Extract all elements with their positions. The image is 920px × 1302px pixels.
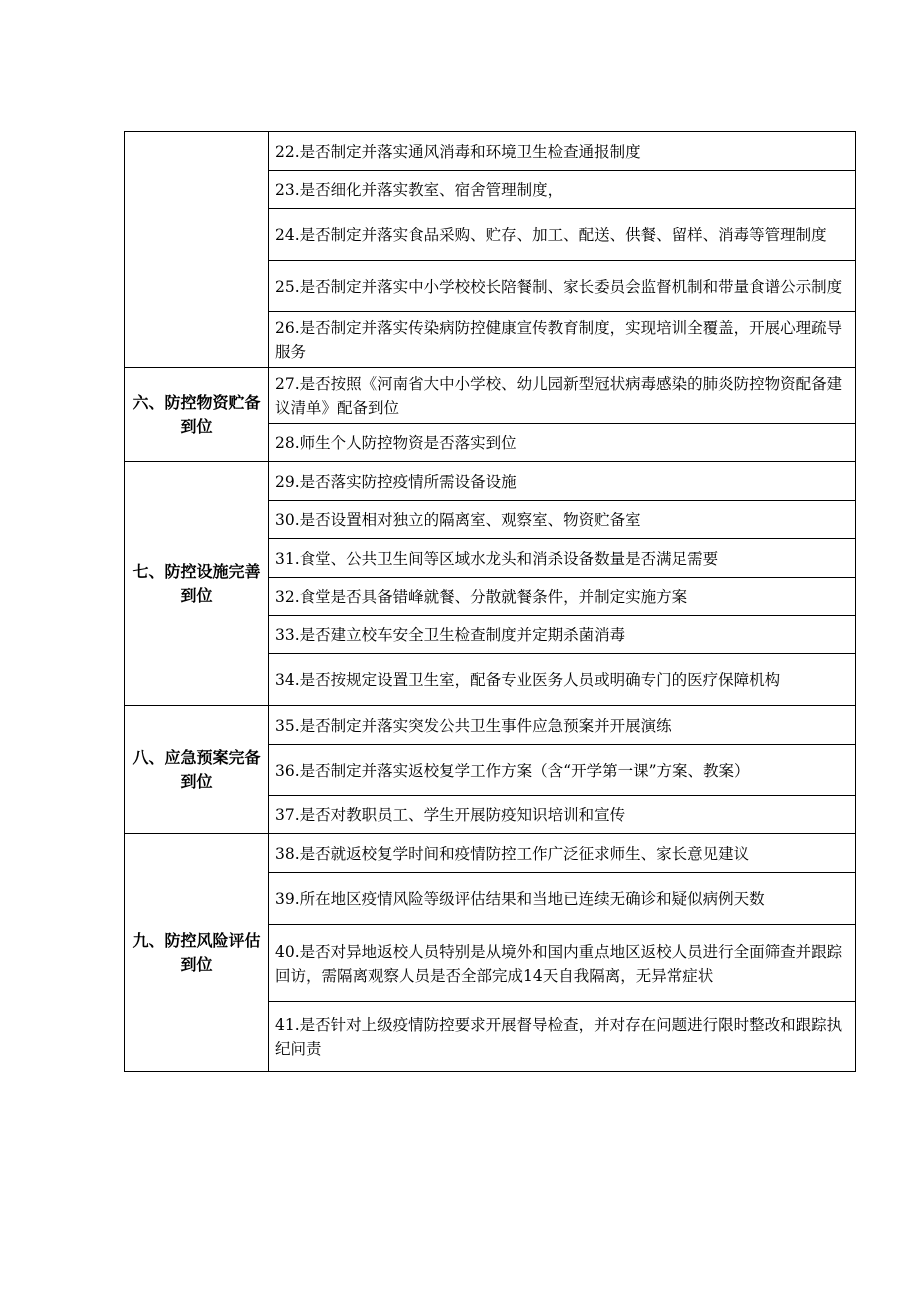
item-text: 35.是否制定并落实突发公共卫生事件应急预案并开展演练 (275, 716, 672, 735)
category-cell (125, 132, 269, 368)
category-cell (125, 706, 269, 834)
item-cell (269, 1002, 856, 1072)
category-label: 九、防控风险评估到位 (132, 930, 261, 974)
item-cell (269, 654, 856, 706)
item-text: 36.是否制定并落实返校复学工作方案（含“开学第一课”方案、教案） (275, 761, 750, 780)
item-cell (269, 578, 856, 616)
item-cell (269, 132, 856, 171)
item-text: 33.是否建立校车安全卫生检查制度并定期杀菌消毒 (275, 626, 626, 644)
item-text: 31.食堂、公共卫生间等区域水龙头和消杀设备数量是否满足需要 (275, 549, 719, 568)
item-text: 28.师生个人防控物资是否落实到位 (275, 434, 517, 452)
item-cell (269, 424, 856, 462)
table-row (125, 132, 856, 171)
item-text: 26.是否制定并落实传染病防控健康宣传教育制度，实现培训全覆盖，开展心理疏导服务 (275, 319, 843, 361)
item-cell (269, 261, 856, 312)
item-text: 23.是否细化并落实教室、宿舍管理制度， (275, 181, 564, 199)
item-text: 37.是否对教职员工、学生开展防疫知识培训和宣传 (275, 806, 626, 824)
item-text: 40.是否对异地返校人员特别是从境外和国内重点地区返校人员进行全面筛查并跟踪回访，需隔离观察人员是否全部完成14天自我隔离，无异常症状 (275, 942, 843, 985)
item-cell (269, 539, 856, 578)
item-cell (269, 462, 856, 501)
item-text: 24.是否制定并落实食品采购、贮存、加工、配送、供餐、留样、消毒等管理制度 (275, 226, 827, 244)
item-text: 27.是否按照《河南省大中小学校、幼儿园新型冠状病毒感染的肺炎防控物资配备建议清单》配备到位 (275, 375, 843, 417)
table-row (125, 706, 856, 745)
checklist-table (124, 131, 856, 1072)
item-text: 41.是否针对上级疫情防控要求开展督导检查，并对存在问题进行限时整改和跟踪执纪问责 (275, 1016, 843, 1058)
item-cell (269, 312, 856, 368)
item-text: 38.是否就返校复学时间和疫情防控工作广泛征求师生、家长意见建议 (275, 844, 750, 863)
category-label: 六、防控物资贮备到位 (132, 392, 261, 436)
table-row (125, 834, 856, 873)
item-text: 39.所在地区疫情风险等级评估结果和当地已连续无确诊和疑似病例天数 (275, 890, 765, 908)
category-cell (125, 834, 269, 1072)
category-cell (125, 462, 269, 706)
item-cell (269, 745, 856, 796)
table-row (125, 368, 856, 424)
item-cell (269, 834, 856, 873)
item-cell (269, 368, 856, 424)
item-text: 29.是否落实防控疫情所需设备设施 (275, 472, 517, 491)
item-text: 30.是否设置相对独立的隔离室、观察室、物资贮备室 (275, 511, 641, 529)
category-label: 八、应急预案完备到位 (132, 747, 261, 791)
item-text: 34.是否按规定设置卫生室，配备专业医务人员或明确专门的医疗保障机构 (275, 671, 781, 689)
item-text: 32.食堂是否具备错峰就餐、分散就餐条件，并制定实施方案 (275, 588, 688, 606)
category-cell (125, 368, 269, 462)
item-text: 22.是否制定并落实通风消毒和环境卫生检查通报制度 (275, 142, 641, 161)
item-cell (269, 209, 856, 261)
item-cell (269, 706, 856, 745)
item-text: 25.是否制定并落实中小学校校长陪餐制、家长委员会监督机制和带量食谱公示制度 (275, 277, 843, 296)
category-label: 七、防控设施完善到位 (132, 561, 261, 605)
item-cell (269, 925, 856, 1002)
item-cell (269, 873, 856, 925)
item-cell (269, 171, 856, 209)
item-cell (269, 616, 856, 654)
item-cell (269, 796, 856, 834)
table-row (125, 462, 856, 501)
item-cell (269, 501, 856, 539)
